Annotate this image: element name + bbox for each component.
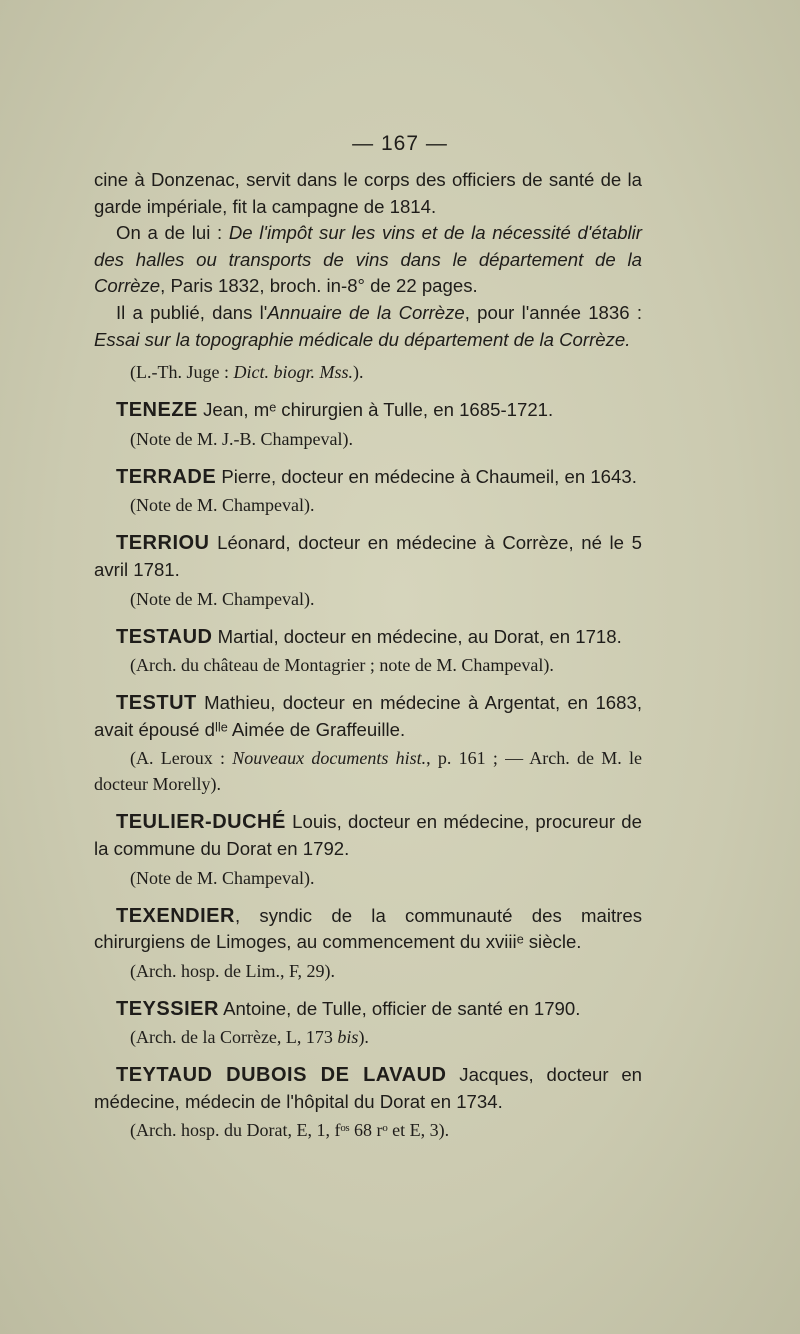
entry-text: , docteur en médecine à Argentat, en 1683, avait épousé dˡˡᵉ Aimée de Graffeuille. — [94, 692, 642, 740]
text-span: , p. 161 ; — Arch. de M. le docteur Morelly). — [94, 748, 642, 795]
entry-name: TEXENDIER — [116, 904, 235, 927]
entry-text: , docteur en médecine, médecin de l'hôpital du Dorat en 1734. — [94, 1064, 643, 1112]
entry-text: , docteur en médecine à Chaumeil, en 1643. — [270, 465, 637, 487]
text-span: , pour l'année 1836 : — [464, 301, 642, 323]
text-span: ). — [358, 1027, 369, 1048]
entry-text: , docteur en médecine, au Dorat, en 1718. — [273, 625, 622, 647]
entry-name: TENEZE — [116, 399, 198, 422]
entry-name: TESTAUD — [116, 625, 213, 648]
intro-work-paragraph — [94, 220, 642, 300]
page-body — [94, 167, 642, 1143]
entry-text: , de Tulle, officier de santé en 1790. — [286, 997, 581, 1019]
entry-name: TEYTAUD DUBOIS DE LAVAUD — [116, 1064, 447, 1087]
entry-given-name: Léonard — [217, 532, 286, 554]
entry-teyssier — [94, 996, 642, 1023]
text-span: (L.-Th. Juge : — [130, 362, 234, 383]
intro-publication-paragraph — [94, 300, 642, 353]
entry-text: , mᵉ chirurgien à Tulle, en 1685-1721. — [243, 399, 554, 421]
entry-terrade — [94, 464, 642, 491]
essay-title: Essai sur la topographie médicale du département de la Corrèze. — [94, 328, 631, 350]
intro-reference — [94, 359, 642, 385]
text-span: On a de lui : — [116, 222, 229, 244]
entry-name: TERRADE — [116, 465, 217, 488]
page-number: — 167 — — [352, 132, 448, 155]
entry-given-name: Mathieu — [204, 692, 271, 714]
entry-teytaud-dubois-de-lavaud — [94, 1062, 642, 1115]
text-span: Il a publié, dans l' — [116, 301, 268, 323]
note-title: Nouveaux documents hist. — [232, 748, 427, 769]
work-title: De l'impôt sur les vins et de la nécessité d'établir des halles ou transports de vins dans le département de la Corrèze — [94, 222, 642, 297]
entry-note: (Arch. hosp. de Lim., F, 29). — [130, 960, 336, 981]
text-span: ). — [353, 362, 364, 383]
entry-testut — [94, 690, 642, 743]
entry-note: (Note de M. Champeval). — [130, 495, 315, 516]
entry-name: TEULIER-DUCHÉ — [116, 811, 286, 834]
entry-text: , syndic de la communauté des maitres chirurgiens de Limoges, au commencement du xviiiᵉ siècle. — [94, 904, 642, 953]
entry-note: (Note de M. Champeval). — [130, 867, 315, 888]
entry-note — [94, 1024, 642, 1050]
entry-teulier-duche — [94, 809, 642, 862]
entry-note: (Arch. du château de Montagrier ; note de M. Champeval). — [130, 655, 554, 676]
entry-note: (Note de M. Champeval). — [130, 588, 315, 609]
entry-given-name: Louis — [292, 811, 337, 833]
text-span: (A. Leroux : — [130, 748, 233, 769]
entry-note: (Arch. hosp. du Dorat, E, 1, fᵒˢ 68 rᵒ et E, 3). — [130, 1120, 450, 1141]
entry-note: (Note de M. J.-B. Champeval). — [130, 428, 353, 449]
entry-name: TEYSSIER — [116, 997, 219, 1020]
text-span: , Paris 1832, broch. in-8° de 22 pages. — [160, 275, 478, 297]
entry-given-name: Pierre — [221, 465, 271, 487]
entry-note — [94, 745, 642, 797]
intro-paragraph: cine à Donzenac, servit dans le corps des officiers de santé de la garde impériale, fit la campagne de 1814. — [94, 169, 642, 217]
reference-title: Dict. biogr. Mss. — [233, 362, 353, 383]
text-span: (Arch. de la Corrèze, L, 173 — [130, 1027, 338, 1048]
entry-testaud — [94, 624, 642, 651]
entry-teneze — [94, 397, 642, 424]
entry-terriou — [94, 530, 642, 583]
entry-text: , docteur en médecine à Corrèze, né le 5 avril 1781. — [94, 532, 642, 580]
entry-given-name: Jean — [203, 399, 244, 421]
entry-given-name: Martial — [217, 625, 274, 647]
note-title: bis — [337, 1027, 359, 1048]
entry-given-name: Antoine — [223, 997, 287, 1019]
publication-title: Annuaire de la Corrèze — [267, 301, 465, 323]
entry-text: , docteur en médecine, procureur de la commune du Dorat en 1792. — [94, 811, 642, 859]
entry-given-name: Jacques — [459, 1064, 529, 1086]
entry-texendier — [94, 903, 642, 956]
entry-name: TESTUT — [116, 692, 197, 715]
entry-name: TERRIOU — [116, 532, 210, 555]
